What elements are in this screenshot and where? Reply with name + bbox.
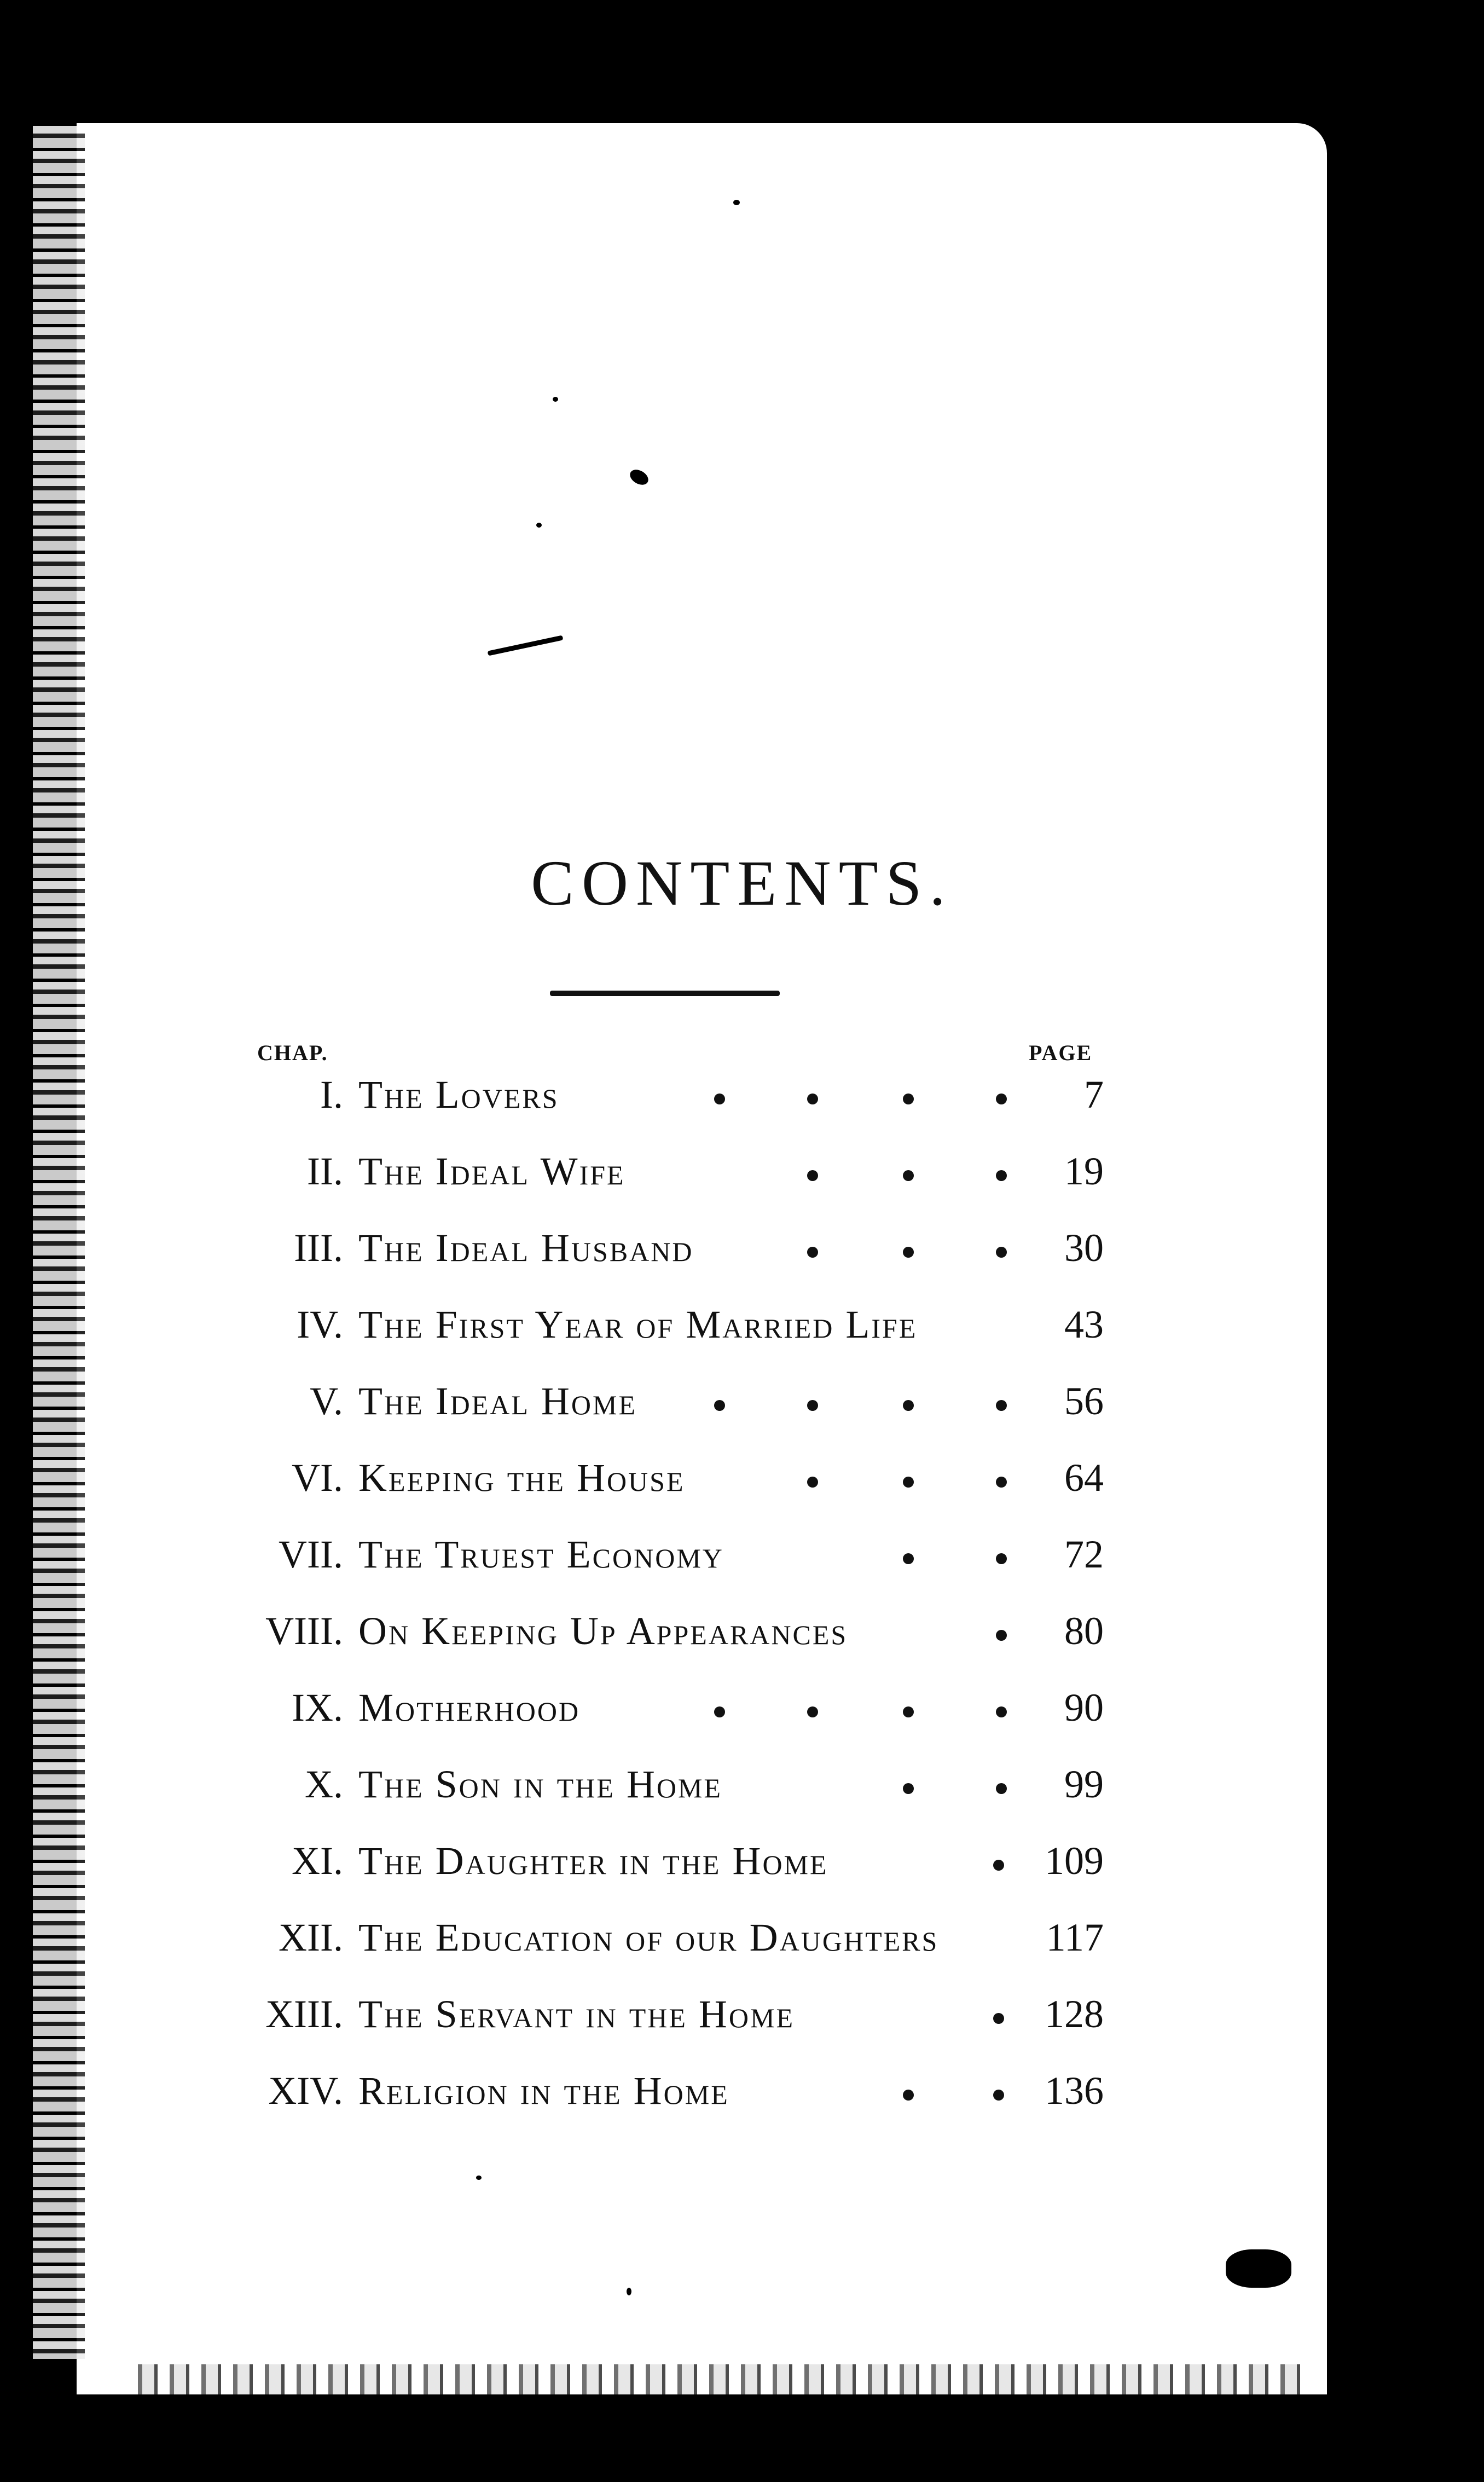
- page-number: 80: [1064, 1609, 1104, 1653]
- toc-entry: [0, 1680, 1484, 1735]
- ink-speck: [476, 2176, 482, 2180]
- page-number: 7: [1084, 1073, 1104, 1116]
- page-column-label: PAGE: [1029, 1040, 1093, 1065]
- page-number: 19: [1064, 1149, 1104, 1193]
- dot-leader: [903, 1094, 914, 1104]
- dot-leader: [807, 1170, 818, 1181]
- toc-entry: [0, 1067, 1484, 1122]
- ink-speck: [627, 2288, 631, 2295]
- book-bottom-edge: [126, 2364, 1302, 2394]
- chapter-title: The Son in the Home: [358, 1762, 722, 1806]
- dot-leader: [807, 1247, 818, 1258]
- page-number: 136: [1045, 2069, 1104, 2113]
- chapter-numeral: IV.: [297, 1303, 343, 1346]
- dot-leader: [993, 2013, 1004, 2024]
- toc-entry: [0, 2063, 1484, 2118]
- dot-leader: [903, 1170, 914, 1181]
- chapter-title: The Daughter in the Home: [358, 1839, 828, 1883]
- dot-leader: [903, 1477, 914, 1488]
- dot-leader: [996, 1706, 1007, 1717]
- toc-entry: [0, 1220, 1484, 1275]
- dot-leader: [807, 1400, 818, 1411]
- toc-entry: [0, 1910, 1484, 1965]
- dot-leader: [996, 1630, 1007, 1641]
- dot-leader: [903, 1400, 914, 1411]
- page-number: 72: [1064, 1532, 1104, 1576]
- chapter-numeral: X.: [305, 1762, 343, 1806]
- chapter-numeral: IX.: [292, 1686, 343, 1729]
- page-title: CONTENTS.: [531, 847, 953, 919]
- chapter-title: On Keeping Up Appearances: [358, 1609, 848, 1653]
- dot-leader: [996, 1247, 1007, 1258]
- chapter-title: The Ideal Home: [358, 1379, 637, 1423]
- ink-speck: [1226, 2249, 1291, 2288]
- dot-leader: [903, 1706, 914, 1717]
- chapter-numeral: XIV.: [268, 2069, 343, 2113]
- chapter-numeral: XIII.: [265, 1992, 343, 2036]
- dot-leader: [903, 1553, 914, 1564]
- dot-leader: [996, 1783, 1007, 1794]
- chap-column-label: CHAP.: [257, 1040, 328, 1065]
- chapter-numeral: III.: [294, 1226, 343, 1270]
- chapter-title: The Servant in the Home: [358, 1992, 795, 2036]
- chapter-numeral: I.: [320, 1073, 343, 1116]
- dot-leader: [903, 1783, 914, 1794]
- dot-leader: [903, 1247, 914, 1258]
- toc-entry: [0, 1450, 1484, 1505]
- page-number: 117: [1046, 1916, 1104, 1959]
- dot-leader: [996, 1477, 1007, 1488]
- dot-leader: [903, 2090, 914, 2101]
- dot-leader: [807, 1477, 818, 1488]
- dot-leader: [996, 1170, 1007, 1181]
- dot-leader: [996, 1400, 1007, 1411]
- chapter-title: The Education of our Daughters: [358, 1916, 939, 1959]
- dot-leader: [807, 1094, 818, 1104]
- ink-speck: [553, 397, 558, 402]
- toc-entry: [0, 1144, 1484, 1199]
- dot-leader: [993, 2090, 1004, 2101]
- chapter-title: Motherhood: [358, 1686, 581, 1729]
- dot-leader: [996, 1094, 1007, 1104]
- dot-leader: [996, 1553, 1007, 1564]
- chapter-title: The Ideal Husband: [358, 1226, 694, 1270]
- toc-entry: [0, 1757, 1484, 1812]
- chapter-numeral: VII.: [279, 1532, 343, 1576]
- chapter-numeral: VI.: [292, 1456, 343, 1500]
- dot-leader: [993, 1860, 1004, 1871]
- page-number: 109: [1045, 1839, 1104, 1883]
- toc-entry: [0, 1833, 1484, 1888]
- title-rule: [550, 991, 780, 996]
- chapter-numeral: XII.: [279, 1916, 343, 1959]
- page-number: 90: [1064, 1686, 1104, 1729]
- toc-entry: [0, 1604, 1484, 1658]
- chapter-title: Keeping the House: [358, 1456, 685, 1500]
- chapter-numeral: II.: [307, 1149, 343, 1193]
- dot-leader: [714, 1094, 725, 1104]
- chapter-numeral: V.: [310, 1379, 343, 1423]
- toc-entry: [0, 1297, 1484, 1352]
- chapter-title: The Ideal Wife: [358, 1149, 625, 1193]
- page-number: 64: [1064, 1456, 1104, 1500]
- dot-leader: [714, 1706, 725, 1717]
- chapter-title: The Lovers: [358, 1073, 559, 1116]
- page-number: 128: [1045, 1992, 1104, 2036]
- page-number: 43: [1064, 1303, 1104, 1346]
- ink-speck: [733, 200, 740, 205]
- chapter-numeral: XI.: [292, 1839, 343, 1883]
- toc-entry: [0, 1527, 1484, 1582]
- page-number: 99: [1064, 1762, 1104, 1806]
- chapter-numeral: VIII.: [265, 1609, 343, 1653]
- chapter-title: The Truest Economy: [358, 1532, 724, 1576]
- ink-speck: [536, 523, 542, 528]
- dot-leader: [807, 1706, 818, 1717]
- toc-entry: [0, 1374, 1484, 1428]
- chapter-title: The First Year of Married Life: [358, 1303, 918, 1346]
- toc-entry: [0, 1987, 1484, 2041]
- page-number: 56: [1064, 1379, 1104, 1423]
- chapter-title: Religion in the Home: [358, 2069, 729, 2113]
- page-number: 30: [1064, 1226, 1104, 1270]
- dot-leader: [714, 1400, 725, 1411]
